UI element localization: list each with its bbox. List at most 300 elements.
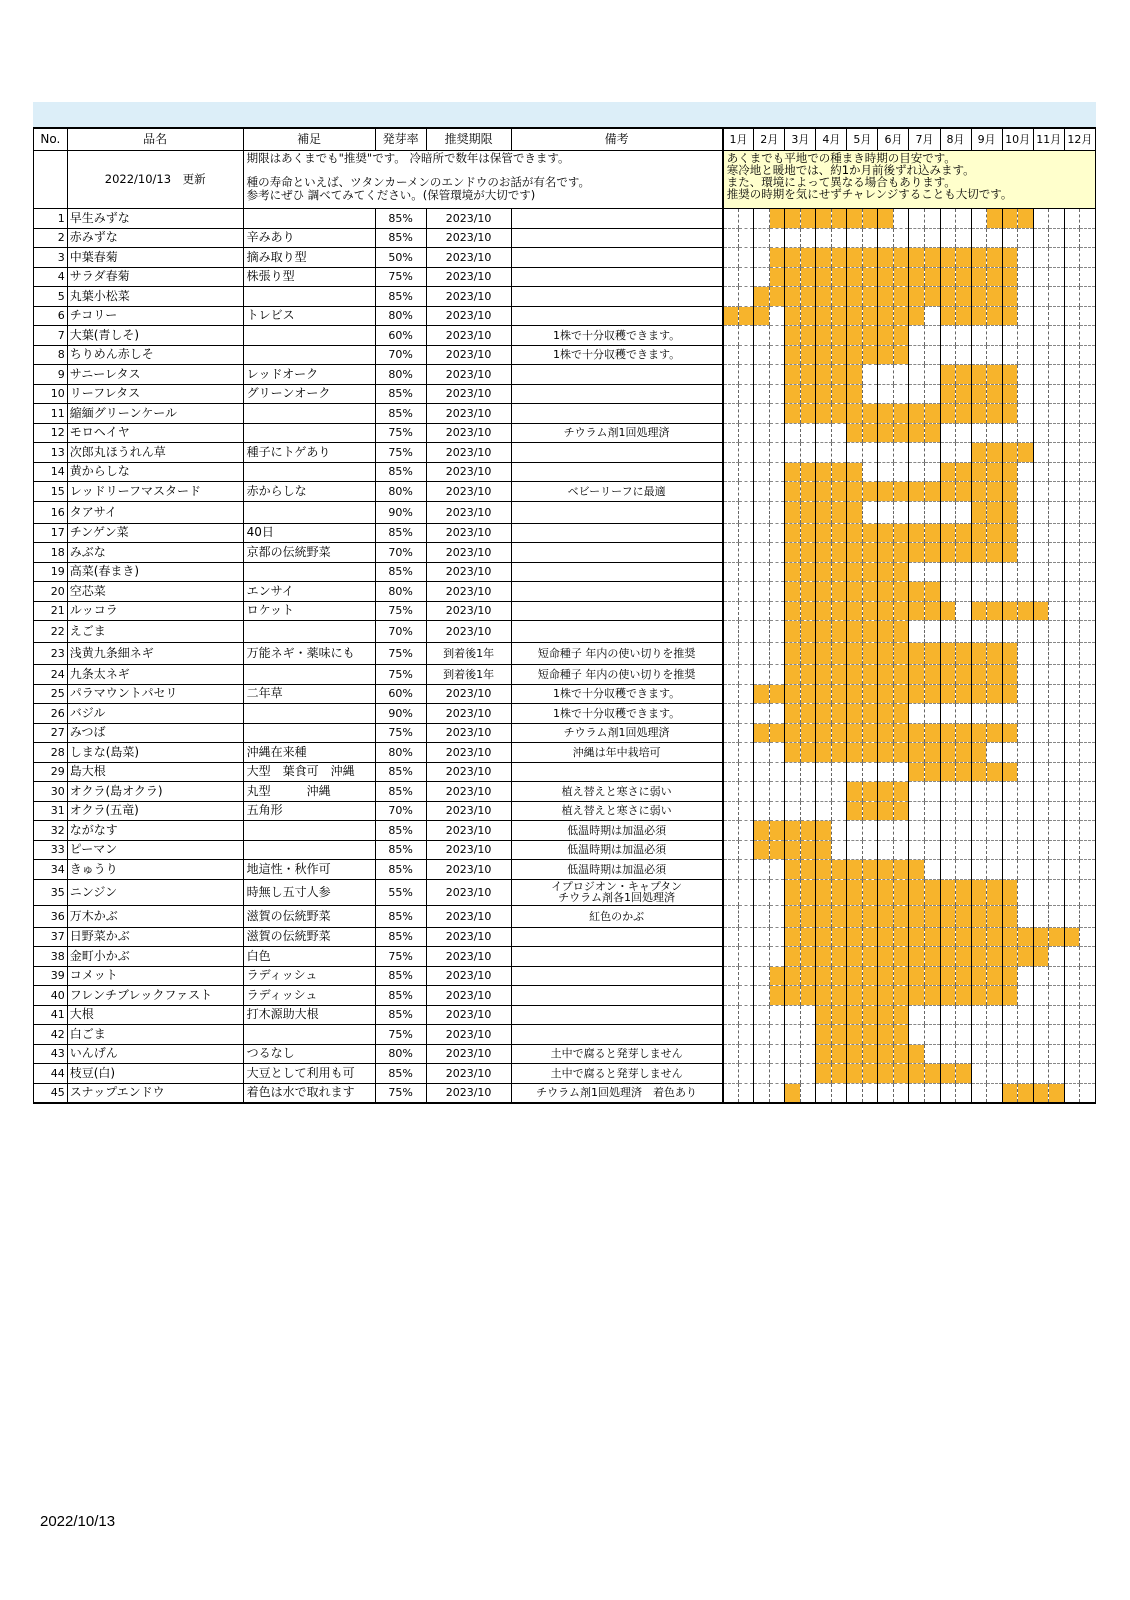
calendar-cell: [1080, 423, 1096, 443]
table-row: [34, 543, 1096, 563]
sowing-period-cell: [924, 947, 940, 967]
calendar-cell: [909, 1005, 924, 1025]
sowing-period-cell: [878, 423, 893, 443]
expiry-date: 2023/10: [426, 1064, 511, 1084]
calendar-cell: [955, 601, 971, 621]
sowing-period-cell: [1002, 462, 1017, 482]
calendar-cell: [800, 423, 816, 443]
sowing-period-cell: [769, 966, 785, 986]
calendar-cell: [1017, 1005, 1033, 1025]
calendar-cell: [1080, 905, 1096, 927]
table-row: [34, 905, 1096, 927]
calendar-cell: [940, 840, 955, 860]
germination-rate: 85%: [375, 821, 426, 841]
calendar-cell: [754, 762, 769, 782]
sowing-period-cell: [1017, 601, 1033, 621]
calendar-cell: [1049, 1044, 1065, 1064]
sowing-period-cell: [909, 723, 924, 743]
calendar-cell: [986, 782, 1002, 802]
item-remarks: [511, 228, 723, 248]
table-row: [34, 443, 1096, 463]
calendar-cell: [1002, 1044, 1017, 1064]
sowing-period-cell: [800, 966, 816, 986]
calendar-cell: [971, 1025, 986, 1045]
item-supplement: エンサイ: [243, 582, 375, 602]
sowing-period-cell: [831, 248, 847, 268]
sowing-period-cell: [940, 927, 955, 947]
calendar-cell: [1033, 743, 1048, 763]
calendar-cell: [1033, 482, 1048, 502]
calendar-cell: [1017, 365, 1033, 385]
expiry-date: 2023/10: [426, 986, 511, 1006]
sowing-period-cell: [800, 879, 816, 905]
calendar-cell: [1002, 326, 1017, 346]
calendar-cell: [738, 482, 754, 502]
month-header: 5月: [847, 128, 878, 151]
item-name: バジル: [67, 704, 243, 724]
calendar-cell: [1033, 582, 1048, 602]
calendar-cell: [769, 345, 785, 365]
calendar-cell: [831, 801, 847, 821]
row-number: 2: [34, 228, 68, 248]
row-number: 7: [34, 326, 68, 346]
sowing-period-cell: [940, 287, 955, 307]
sowing-period-cell: [878, 966, 893, 986]
calendar-cell: [738, 582, 754, 602]
sowing-period-cell: [878, 267, 893, 287]
col-no-header: No.: [34, 128, 68, 151]
sowing-period-cell: [785, 723, 800, 743]
sowing-period-cell: [878, 404, 893, 424]
item-remarks: [511, 462, 723, 482]
sowing-period-cell: [955, 966, 971, 986]
sowing-period-cell: [955, 947, 971, 967]
calendar-cell: [1033, 384, 1048, 404]
calendar-cell: [785, 1025, 800, 1045]
sowing-period-cell: [800, 643, 816, 665]
sowing-period-cell: [893, 267, 909, 287]
sowing-period-cell: [940, 1064, 955, 1084]
sowing-period-cell: [847, 879, 862, 905]
calendar-cell: [924, 443, 940, 463]
calendar-cell: [1049, 986, 1065, 1006]
calendar-cell: [909, 704, 924, 724]
expiry-date: 2023/10: [426, 384, 511, 404]
calendar-cell: [738, 723, 754, 743]
row-number: 26: [34, 704, 68, 724]
calendar-cell: [1080, 582, 1096, 602]
calendar-cell: [1064, 643, 1079, 665]
calendar-cell: [754, 1005, 769, 1025]
calendar-cell: [909, 326, 924, 346]
item-name: いんげん: [67, 1044, 243, 1064]
calendar-cell: [986, 1044, 1002, 1064]
notes-no-cell: [34, 151, 68, 209]
calendar-cell: [893, 1083, 909, 1103]
calendar-cell: [1033, 782, 1048, 802]
sowing-period-cell: [816, 905, 831, 927]
item-remarks: 1株で十分収穫できます。: [511, 345, 723, 365]
calendar-cell: [1080, 443, 1096, 463]
item-supplement: 種子にトゲあり: [243, 443, 375, 463]
sowing-period-cell: [878, 743, 893, 763]
sowing-period-cell: [924, 927, 940, 947]
sowing-period-cell: [769, 723, 785, 743]
sowing-period-cell: [785, 821, 800, 841]
sowing-period-cell: [878, 601, 893, 621]
calendar-cell: [769, 482, 785, 502]
item-remarks: 1株で十分収穫できます。: [511, 684, 723, 704]
calendar-cell: [893, 384, 909, 404]
calendar-cell: [1080, 801, 1096, 821]
calendar-cell: [1064, 384, 1079, 404]
sowing-period-cell: [800, 905, 816, 927]
calendar-cell: [940, 582, 955, 602]
sowing-period-cell: [785, 684, 800, 704]
item-supplement: 辛みあり: [243, 228, 375, 248]
sowing-period-cell: [1002, 523, 1017, 543]
calendar-cell: [909, 345, 924, 365]
calendar-cell: [723, 501, 738, 523]
item-supplement: ラディッシュ: [243, 966, 375, 986]
sowing-period-cell: [831, 1064, 847, 1084]
calendar-cell: [769, 462, 785, 482]
remarks-line: チウラム剤各1回処理済: [558, 891, 676, 904]
sowing-period-cell: [878, 1044, 893, 1064]
calendar-cell: [738, 927, 754, 947]
expiry-date: 2023/10: [426, 782, 511, 802]
sowing-period-cell: [878, 1005, 893, 1025]
calendar-cell: [738, 743, 754, 763]
table-row: [34, 621, 1096, 643]
item-supplement: [243, 209, 375, 229]
sowing-period-cell: [847, 326, 862, 346]
row-number: 33: [34, 840, 68, 860]
calendar-cell: [723, 601, 738, 621]
calendar-cell: [1049, 1064, 1065, 1084]
sowing-period-cell: [986, 501, 1002, 523]
row-number: 29: [34, 762, 68, 782]
calendar-cell: [1064, 801, 1079, 821]
calendar-cell: [1017, 562, 1033, 582]
sowing-period-cell: [816, 306, 831, 326]
sowing-period-cell: [831, 462, 847, 482]
calendar-cell: [1080, 404, 1096, 424]
germination-rate: 80%: [375, 582, 426, 602]
calendar-cell: [971, 621, 986, 643]
sowing-period-cell: [816, 562, 831, 582]
calendar-cell: [723, 723, 738, 743]
item-supplement: 赤からしな: [243, 482, 375, 502]
calendar-cell: [1064, 306, 1079, 326]
calendar-cell: [1033, 905, 1048, 927]
calendar-cell: [924, 365, 940, 385]
sowing-period-cell: [971, 601, 986, 621]
sowing-period-cell: [971, 905, 986, 927]
item-name: ルッコラ: [67, 601, 243, 621]
sowing-period-cell: [971, 543, 986, 563]
germination-rate: 55%: [375, 879, 426, 905]
sowing-period-cell: [862, 966, 878, 986]
calendar-cell: [738, 840, 754, 860]
calendar-cell: [1080, 562, 1096, 582]
row-number: 32: [34, 821, 68, 841]
sowing-period-cell: [940, 762, 955, 782]
sowing-period-cell: [986, 365, 1002, 385]
calendar-cell: [723, 966, 738, 986]
calendar-cell: [986, 743, 1002, 763]
calendar-cell: [1033, 326, 1048, 346]
calendar-cell: [878, 840, 893, 860]
sowing-period-cell: [878, 905, 893, 927]
germination-rate: 85%: [375, 404, 426, 424]
sowing-period-cell: [785, 860, 800, 880]
sowing-period-cell: [878, 306, 893, 326]
sowing-period-cell: [847, 287, 862, 307]
calendar-cell: [986, 1083, 1002, 1103]
month-header: 2月: [754, 128, 785, 151]
expiry-date: 2023/10: [426, 228, 511, 248]
sowing-period-cell: [1002, 306, 1017, 326]
calendar-cell: [940, 228, 955, 248]
row-number: 27: [34, 723, 68, 743]
sowing-period-cell: [831, 879, 847, 905]
item-name: 高菜(春まき): [67, 562, 243, 582]
sowing-period-cell: [986, 927, 1002, 947]
calendar-cell: [738, 621, 754, 643]
calendar-cell: [738, 1083, 754, 1103]
sowing-period-cell: [769, 684, 785, 704]
row-number: 31: [34, 801, 68, 821]
germination-rate: 75%: [375, 423, 426, 443]
calendar-cell: [1064, 1044, 1079, 1064]
sowing-period-cell: [831, 704, 847, 724]
calendar-cell: [1080, 1005, 1096, 1025]
calendar-cell: [971, 228, 986, 248]
expiry-date: 2023/10: [426, 443, 511, 463]
sowing-period-cell: [785, 248, 800, 268]
row-number: 34: [34, 860, 68, 880]
sowing-period-cell: [1049, 927, 1065, 947]
sowing-period-cell: [971, 501, 986, 523]
calendar-cell: [1080, 840, 1096, 860]
calendar-cell: [754, 384, 769, 404]
calendar-cell: [909, 462, 924, 482]
germination-rate: 85%: [375, 927, 426, 947]
item-remarks: [511, 384, 723, 404]
sowing-period-cell: [847, 1005, 862, 1025]
calendar-cell: [738, 986, 754, 1006]
sowing-period-cell: [800, 601, 816, 621]
item-supplement: [243, 704, 375, 724]
calendar-cell: [738, 966, 754, 986]
item-remarks: [511, 443, 723, 463]
sowing-period-cell: [971, 443, 986, 463]
expiry-date: 2023/10: [426, 562, 511, 582]
calendar-cell: [769, 782, 785, 802]
calendar-cell: [955, 1025, 971, 1045]
germination-rate: 85%: [375, 762, 426, 782]
sowing-period-cell: [893, 801, 909, 821]
sowing-period-cell: [831, 643, 847, 665]
calendar-cell: [723, 462, 738, 482]
item-name: コメット: [67, 966, 243, 986]
sowing-period-cell: [940, 267, 955, 287]
calendar-cell: [723, 1005, 738, 1025]
calendar-cell: [769, 543, 785, 563]
calendar-cell: [1049, 543, 1065, 563]
calendar-cell: [723, 621, 738, 643]
sowing-period-cell: [893, 345, 909, 365]
sowing-period-cell: [800, 523, 816, 543]
calendar-cell: [723, 1083, 738, 1103]
item-supplement: ロケット: [243, 601, 375, 621]
row-number: 43: [34, 1044, 68, 1064]
calendar-cell: [769, 423, 785, 443]
calendar-cell: [955, 228, 971, 248]
calendar-cell: [754, 801, 769, 821]
item-name: チンゲン菜: [67, 523, 243, 543]
germination-rate: 85%: [375, 986, 426, 1006]
calendar-cell: [986, 1064, 1002, 1084]
calendar-cell: [893, 209, 909, 229]
table-row: [34, 501, 1096, 523]
sowing-period-cell: [893, 927, 909, 947]
calendar-cell: [769, 743, 785, 763]
sowing-period-cell: [785, 704, 800, 724]
sowing-period-cell: [754, 840, 769, 860]
sowing-period-cell: [1002, 287, 1017, 307]
calendar-cell: [769, 947, 785, 967]
sowing-period-cell: [847, 801, 862, 821]
item-name: みつば: [67, 723, 243, 743]
item-name: レッドリーフマスタード: [67, 482, 243, 502]
sowing-period-cell: [986, 384, 1002, 404]
calendar-cell: [1033, 287, 1048, 307]
calendar-cell: [1033, 543, 1048, 563]
sowing-period-cell: [785, 947, 800, 967]
sowing-period-cell: [878, 782, 893, 802]
expiry-date: 2023/10: [426, 743, 511, 763]
calendar-cell: [1002, 345, 1017, 365]
item-remarks: [511, 365, 723, 385]
calendar-cell: [723, 326, 738, 346]
calendar-cell: [754, 986, 769, 1006]
calendar-cell: [1002, 582, 1017, 602]
calendar-cell: [738, 404, 754, 424]
calendar-cell: [955, 326, 971, 346]
calendar-cell: [1017, 762, 1033, 782]
sowing-period-cell: [986, 306, 1002, 326]
sowing-period-cell: [847, 462, 862, 482]
calendar-cell: [1049, 643, 1065, 665]
calendar-cell: [1080, 723, 1096, 743]
sowing-period-cell: [862, 704, 878, 724]
sowing-period-cell: [986, 905, 1002, 927]
calendar-cell: [986, 840, 1002, 860]
germination-rate: 70%: [375, 345, 426, 365]
calendar-cell: [1049, 860, 1065, 880]
sowing-period-cell: [816, 986, 831, 1006]
sowing-period-cell: [924, 762, 940, 782]
calendar-cell: [738, 384, 754, 404]
calendar-cell: [847, 762, 862, 782]
item-supplement: [243, 840, 375, 860]
calendar-cell: [1080, 501, 1096, 523]
germination-rate: 85%: [375, 840, 426, 860]
calendar-cell: [1064, 562, 1079, 582]
calendar-cell: [769, 562, 785, 582]
row-number: 22: [34, 621, 68, 643]
sowing-period-cell: [1002, 927, 1017, 947]
sowing-period-cell: [971, 723, 986, 743]
calendar-cell: [723, 684, 738, 704]
table-row: [34, 665, 1096, 685]
item-remarks: 1株で十分収穫できます。: [511, 704, 723, 724]
sowing-period-cell: [785, 287, 800, 307]
calendar-cell: [769, 326, 785, 346]
sowing-period-cell: [878, 643, 893, 665]
calendar-cell: [1033, 621, 1048, 643]
calendar-cell: [1002, 860, 1017, 880]
sowing-period-cell: [1002, 684, 1017, 704]
calendar-cell: [924, 860, 940, 880]
item-name: 大根: [67, 1005, 243, 1025]
calendar-cell: [1080, 821, 1096, 841]
sowing-period-cell: [971, 523, 986, 543]
sowing-period-cell: [862, 1064, 878, 1084]
sowing-period-cell: [893, 248, 909, 268]
sowing-period-cell: [955, 462, 971, 482]
calendar-note-line: 推奨の時期を気にせずチャレンジすることも大切です。: [726, 187, 1013, 201]
sowing-period-cell: [909, 543, 924, 563]
sowing-period-cell: [955, 523, 971, 543]
sowing-period-cell: [754, 306, 769, 326]
germination-rate: 85%: [375, 905, 426, 927]
table-row: [34, 562, 1096, 582]
calendar-cell: [723, 345, 738, 365]
calendar-cell: [1033, 209, 1048, 229]
row-number: 25: [34, 684, 68, 704]
sowing-period-cell: [785, 643, 800, 665]
note-line: 参考にぜひ 調べてみてください。(保管環境が大切です): [246, 188, 536, 202]
item-remarks: [511, 209, 723, 229]
calendar-cell: [986, 1025, 1002, 1045]
calendar-cell: [738, 423, 754, 443]
item-remarks: 土中で腐ると発芽しません: [511, 1064, 723, 1084]
item-supplement: 摘み取り型: [243, 248, 375, 268]
calendar-cell: [986, 1005, 1002, 1025]
sowing-period-cell: [862, 582, 878, 602]
sowing-period-cell: [924, 879, 940, 905]
calendar-cell: [878, 1083, 893, 1103]
sowing-period-cell: [1002, 762, 1017, 782]
sowing-period-cell: [800, 684, 816, 704]
calendar-cell: [971, 423, 986, 443]
sowing-period-cell: [924, 287, 940, 307]
calendar-cell: [1017, 966, 1033, 986]
calendar-cell: [1080, 704, 1096, 724]
calendar-cell: [955, 423, 971, 443]
item-name: 中葉春菊: [67, 248, 243, 268]
row-number: 20: [34, 582, 68, 602]
sowing-period-cell: [769, 267, 785, 287]
item-remarks: [511, 1025, 723, 1045]
table-row: [34, 927, 1096, 947]
item-supplement: トレビス: [243, 306, 375, 326]
sowing-period-cell: [878, 523, 893, 543]
item-supplement: [243, 326, 375, 346]
